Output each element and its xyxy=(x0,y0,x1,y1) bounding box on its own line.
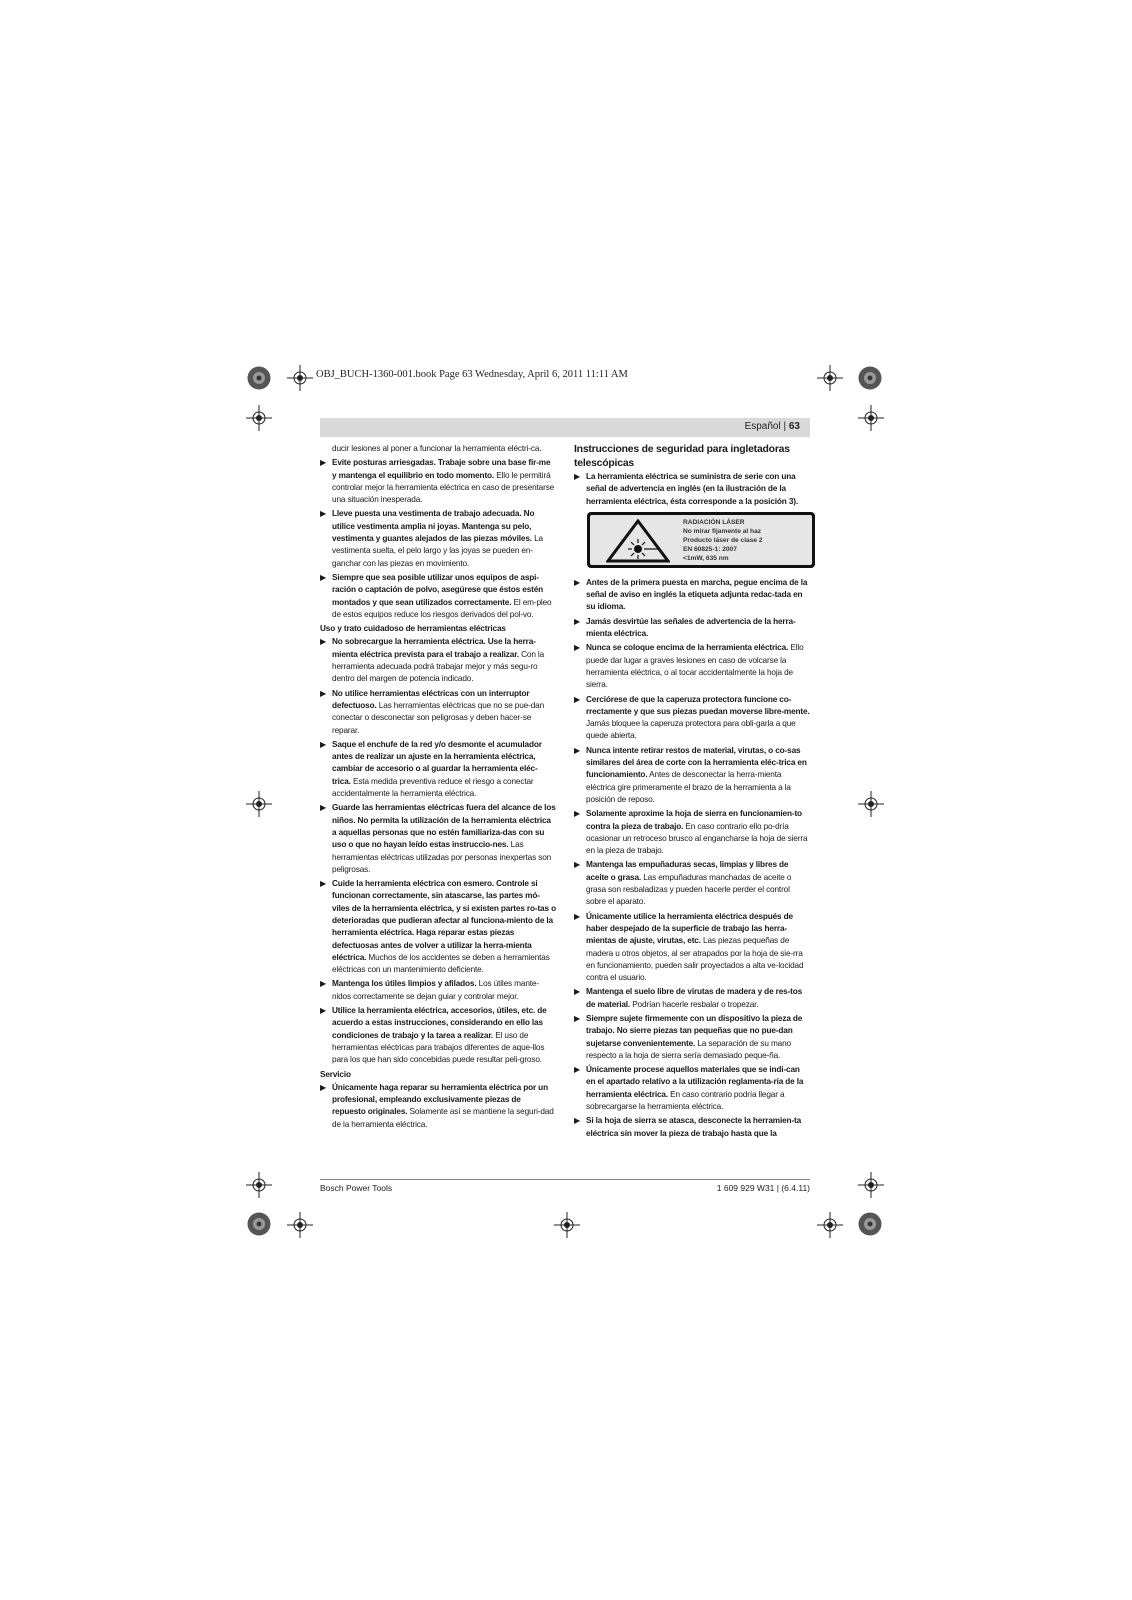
bullet-body-text: Antes de desconectar la herra-mienta eléctrica gire primeramente el brazo de la herramienta a la posición de reposo. xyxy=(586,770,791,804)
bullet-body-text: Las herramientas eléctricas utilizadas por personas inexpertas son peligrosas. xyxy=(332,840,552,874)
bullet-arrow-icon: ▶ xyxy=(320,458,327,468)
bullet-item xyxy=(320,739,556,800)
crop-crosshair-icon xyxy=(246,405,272,431)
bullet-item xyxy=(320,636,556,685)
bullet-arrow-icon: ▶ xyxy=(574,694,581,704)
bullet-bold-text: Únicamente procese aquellos materiales que se indi-can en el apartado relativo a la utilización reglamenta-ria de la herramienta eléctrica. xyxy=(586,1065,804,1099)
bullet-bold-text: Antes de la primera puesta en marcha, pegue encima de la señal de aviso en inglés la etiqueta adjunta redac-tada en su idioma. xyxy=(586,577,808,612)
registration-disc-icon xyxy=(247,1212,271,1236)
page-number: 63 xyxy=(788,421,800,432)
bullet-body-text: Las piezas pequeñas de madera u otros objetos, al ser atrapados por la hoja de sie-rra en funcionamiento, pueden salir proyectados a alta ve-locidad contra el usuario. xyxy=(586,936,804,983)
bullet-arrow-icon: ▶ xyxy=(320,637,327,647)
crop-crosshair-icon xyxy=(817,365,843,391)
bullet-item xyxy=(574,577,810,614)
bullet-body-text: La separación de su mano respecto a la hoja de sierra sería demasiado peque-ña. xyxy=(586,1038,791,1060)
language-name: Español xyxy=(744,421,781,432)
bullet-arrow-icon: ▶ xyxy=(574,577,581,587)
bullet-bold-text: Si la hoja de sierra se atasca, desconecte la herramien-ta eléctrica sin mover la pieza de trabajo hasta que la xyxy=(586,1116,802,1138)
crop-crosshair-icon xyxy=(287,365,313,391)
bullet-bold-text: No utilice herramientas eléctricas con un interruptor defectuoso. xyxy=(332,688,530,710)
bullet-bold-text: Mantenga el suelo libre de virutas de madera y de res-tos de material. xyxy=(586,987,803,1009)
section-heading-use: Uso y trato cuidadoso de herramientas eléctricas xyxy=(320,624,506,634)
bullet-item xyxy=(320,688,556,737)
bullet-body-text: En caso contrario podría llegar a sobrecargarse la herramienta eléctrica. xyxy=(586,1089,785,1112)
bullet-bold-text: Jamás desvirtúe las señales de advertencia de la herra-mienta eléctrica. xyxy=(586,616,796,639)
bullet-arrow-icon: ▶ xyxy=(574,809,581,819)
bullet-item xyxy=(320,457,556,506)
crop-crosshair-icon xyxy=(246,1172,272,1198)
bullet-item xyxy=(320,878,556,976)
bullet-body-text: Esta medida preventiva reduce el riesgo a conectar accidentalmente la herramienta eléctrica. xyxy=(332,776,534,799)
bullet-item xyxy=(574,1115,810,1140)
laser-label-text: RADIACIÓN LÁSER No mirar fijamente al haz Producto láser de clase 2 EN 60825-1: 2007 <1mW, 635 nm xyxy=(683,518,763,562)
crop-crosshair-icon xyxy=(858,405,884,431)
bullet-arrow-icon: ▶ xyxy=(574,1013,581,1023)
bullet-item xyxy=(320,1005,556,1066)
bullet-item xyxy=(320,1082,556,1131)
bullet-bold-text: La herramienta eléctrica se suministra de serie con una señal de advertencia en inglés (en la ilustración de la herramienta eléctrica, ésta corresponde a la posición 3). xyxy=(586,472,798,506)
bullet-bold-text: Únicamente utilice la herramienta eléctrica después de haber despejado de la superficie de trabajo las herra-mientas de ajuste, virutas, etc. xyxy=(586,911,793,946)
registration-disc-icon xyxy=(858,1212,882,1236)
bullet-arrow-icon: ▶ xyxy=(320,572,327,582)
bullet-bold-text: Utilice la herramienta eléctrica, accesorios, útiles, etc. de acuerdo a estas instrucciones, considerando en ello las condiciones de trabajo y la tarea a realizar. xyxy=(332,1006,547,1040)
language-page-label: Español | 63 xyxy=(744,421,800,432)
bullet-bold-text: Cerciórese de que la caperuza protectora funcione co-rrectamente y que sus piezas puedan moverse libre-mente. xyxy=(586,694,810,716)
section-heading-service: Servicio xyxy=(320,1069,351,1079)
bullet-item xyxy=(574,859,810,908)
crop-crosshair-icon xyxy=(554,1212,580,1238)
bullet-body-text: Las herramientas eléctricas que no se pue-dan conectar o desconectar son peligrosas y deben hacer-se reparar. xyxy=(332,700,545,735)
bullet-arrow-icon: ▶ xyxy=(574,987,581,997)
crop-crosshair-icon xyxy=(858,1172,884,1198)
bullet-bold-text: Evite posturas arriesgadas. Trabaje sobre una base fir-me y mantenga el equilibrio en todo momento. xyxy=(332,458,551,480)
laser-warning-triangle-icon xyxy=(606,519,670,563)
bullet-body-text: Jamás bloquee la caperuza protectora para obli-garla a que quede abierta. xyxy=(586,719,796,741)
bullet-item xyxy=(574,694,810,743)
bullet-item xyxy=(320,978,556,1003)
right-column xyxy=(574,443,810,1142)
bullet-arrow-icon: ▶ xyxy=(320,1006,327,1016)
bullet-item xyxy=(574,616,810,641)
crop-crosshair-icon xyxy=(858,791,884,817)
bullet-body-text: La vestimenta suelta, el pelo largo y las joyas se pueden en-ganchar con las piezas en movimiento. xyxy=(332,534,543,568)
bullet-item xyxy=(320,572,556,621)
bullet-bold-text: Lleve puesta una vestimenta de trabajo adecuada. No utilice vestimenta amplia ni joyas. Mantenga su pelo, vestimenta y guantes alejados de las piezas móviles. xyxy=(332,509,535,544)
bullet-bold-text: No sobrecargue la herramienta eléctrica. Use la herra-mienta eléctrica prevista para el trabajo a realizar. xyxy=(332,637,536,659)
bullet-body-text: Los útiles mante-nidos correctamente se dejan guiar y controlar mejor. xyxy=(332,979,539,1001)
bullet-body-text: En caso contrario ello po-dría ocasionar un retroceso brusco al engancharse la hoja de sierra en la pieza de trabajo. xyxy=(586,821,808,856)
language-bar xyxy=(320,418,810,437)
bullet-arrow-icon: ▶ xyxy=(320,1082,327,1092)
crop-crosshair-icon xyxy=(287,1212,313,1238)
laser-warning-label xyxy=(587,512,815,568)
bullet-item xyxy=(320,508,556,569)
bullet-body-text: Las empuñaduras manchadas de aceite o grasa son resbaladizas y pueden hacerle perder el control sobre el aparato. xyxy=(586,872,792,907)
bullet-arrow-icon: ▶ xyxy=(574,911,581,921)
registration-disc-icon xyxy=(247,366,271,390)
crop-crosshair-icon xyxy=(246,791,272,817)
bullet-item xyxy=(574,1064,810,1113)
crop-crosshair-icon xyxy=(817,1212,843,1238)
bullet-body-text: Ello puede dar lugar a graves lesiones en caso de volcarse la herramienta eléctrica, o al tocar accidentalmente la hoja de sierra. xyxy=(586,643,804,690)
bullet-item xyxy=(574,745,810,806)
bullet-body-text: Muchos de los accidentes se deben a herramientas eléctricas con un mantenimiento deficiente. xyxy=(332,952,550,975)
bullet-bold-text: Saque el enchufe de la red y/o desmonte el acumulador antes de realizar un ajuste en la herramienta eléctrica, cambiar de accesorio o al guardar la herramienta eléc-trica. xyxy=(332,739,542,786)
bullet-arrow-icon: ▶ xyxy=(320,509,327,519)
bullet-item xyxy=(574,642,810,691)
bullet-item xyxy=(574,911,810,985)
intro-continuation: ducir lesiones al poner a funcionar la herramienta eléctri-ca. xyxy=(332,444,542,453)
bullet-arrow-icon: ▶ xyxy=(574,745,581,755)
bullet-bold-text: Cuide la herramienta eléctrica con esmero. Controle si funcionan correctamente, sin atascarse, las partes mó-viles de la herramienta eléctrica, y si existen partes ro-tas o deterioradas que pudieran afectar al funciona-miento de la herramienta eléctrica. Haga reparar estas piezas defectuosas antes de volver a utilizar la herra-mienta eléctrica. xyxy=(332,879,556,962)
print-header: OBJ_BUCH-1360-001.book Page 63 Wednesday, April 6, 2011 11:11 AM xyxy=(316,369,628,380)
registration-disc-icon xyxy=(858,366,882,390)
bullet-bold-text: Únicamente haga reparar su herramienta eléctrica por un profesional, empleando exclusivamente piezas de repuesto originales. xyxy=(332,1082,548,1117)
bullet-arrow-icon: ▶ xyxy=(574,643,581,653)
bullet-body-text: Podrían hacerle resbalar o tropezar. xyxy=(630,999,759,1009)
bullet-arrow-icon: ▶ xyxy=(574,1116,581,1126)
bullet-arrow-icon: ▶ xyxy=(320,803,327,813)
bullet-body-text: Ello le permitirá controlar mejor la herramienta eléctrica en caso de presentarse una situación inesperada. xyxy=(332,470,555,505)
bullet-arrow-icon: ▶ xyxy=(574,472,581,481)
bullet-bold-text: Guarde las herramientas eléctricas fuera del alcance de los niños. No permita la utilización de la herramienta eléctrica a aquellas personas que no estén familiariza-das con su uso o que no hayan leído estas instruccio-nes. xyxy=(332,803,556,850)
bullet-bold-text: Nunca intente retirar restos de material, virutas, o co-sas similares del área de corte con la herramienta eléc-trica en funcionamiento. xyxy=(586,745,807,780)
bullet-bold-text: Mantenga los útiles limpios y afilados. xyxy=(332,979,477,989)
bullet-arrow-icon: ▶ xyxy=(574,616,581,626)
bullet-bold-text: Nunca se coloque encima de la herramienta eléctrica. xyxy=(586,643,789,653)
bullet-item xyxy=(574,1013,810,1062)
bullet-bold-text: Mantenga las empuñaduras secas, limpias y libres de aceite o grasa. xyxy=(586,860,789,882)
bullet-arrow-icon: ▶ xyxy=(320,879,327,889)
bullet-body-text: Solamente así se mantiene la seguri-dad de la herramienta eléctrica. xyxy=(332,1107,554,1129)
bullet-item xyxy=(574,986,810,1011)
left-column xyxy=(320,443,556,1133)
bullet-item xyxy=(320,802,556,876)
bullet-bold-text: Siempre que sea posible utilizar unos equipos de aspi-ración o captación de polvo, asegúrese que éstos estén montados y que sean utilizados correctamente. xyxy=(332,572,544,607)
footer-doc-number: 1 609 929 W31 | (6.4.11) xyxy=(716,1183,810,1193)
bullet-bold-text: Solamente aproxime la hoja de sierra en funcionamien-to contra la pieza de trabajo. xyxy=(586,809,802,831)
bullet-arrow-icon: ▶ xyxy=(320,979,327,989)
bullet-arrow-icon: ▶ xyxy=(574,1065,581,1075)
bullet-body-text: El uso de herramientas eléctricas para trabajos diferentes de aque-llos para los que han sido concebidas puede resultar peli-groso. xyxy=(332,1030,545,1065)
bullet-arrow-icon: ▶ xyxy=(320,688,327,698)
bullet-arrow-icon: ▶ xyxy=(574,860,581,870)
bullet-body-text: Con la herramienta adecuada podrá trabajar mejor y más segu-ro dentro del margen de potencia indicado. xyxy=(332,649,545,684)
bullet-item xyxy=(574,471,810,508)
footer-divider xyxy=(320,1179,810,1180)
section-title-telescopic: Instrucciones de seguridad para ingletadoras telescópicas xyxy=(574,444,790,469)
bullet-body-text: El em-pleo de estos equipos reduce los riesgos derivados del pol-vo. xyxy=(332,597,552,619)
bullet-item xyxy=(574,808,810,857)
bullet-arrow-icon: ▶ xyxy=(320,739,327,749)
footer-brand: Bosch Power Tools xyxy=(320,1183,393,1193)
bullet-bold-text: Siempre sujete firmemente con un dispositivo la pieza de trabajo. No sierre piezas tan pequeñas que no pue-dan sujetarse convenientemente. xyxy=(586,1013,803,1048)
